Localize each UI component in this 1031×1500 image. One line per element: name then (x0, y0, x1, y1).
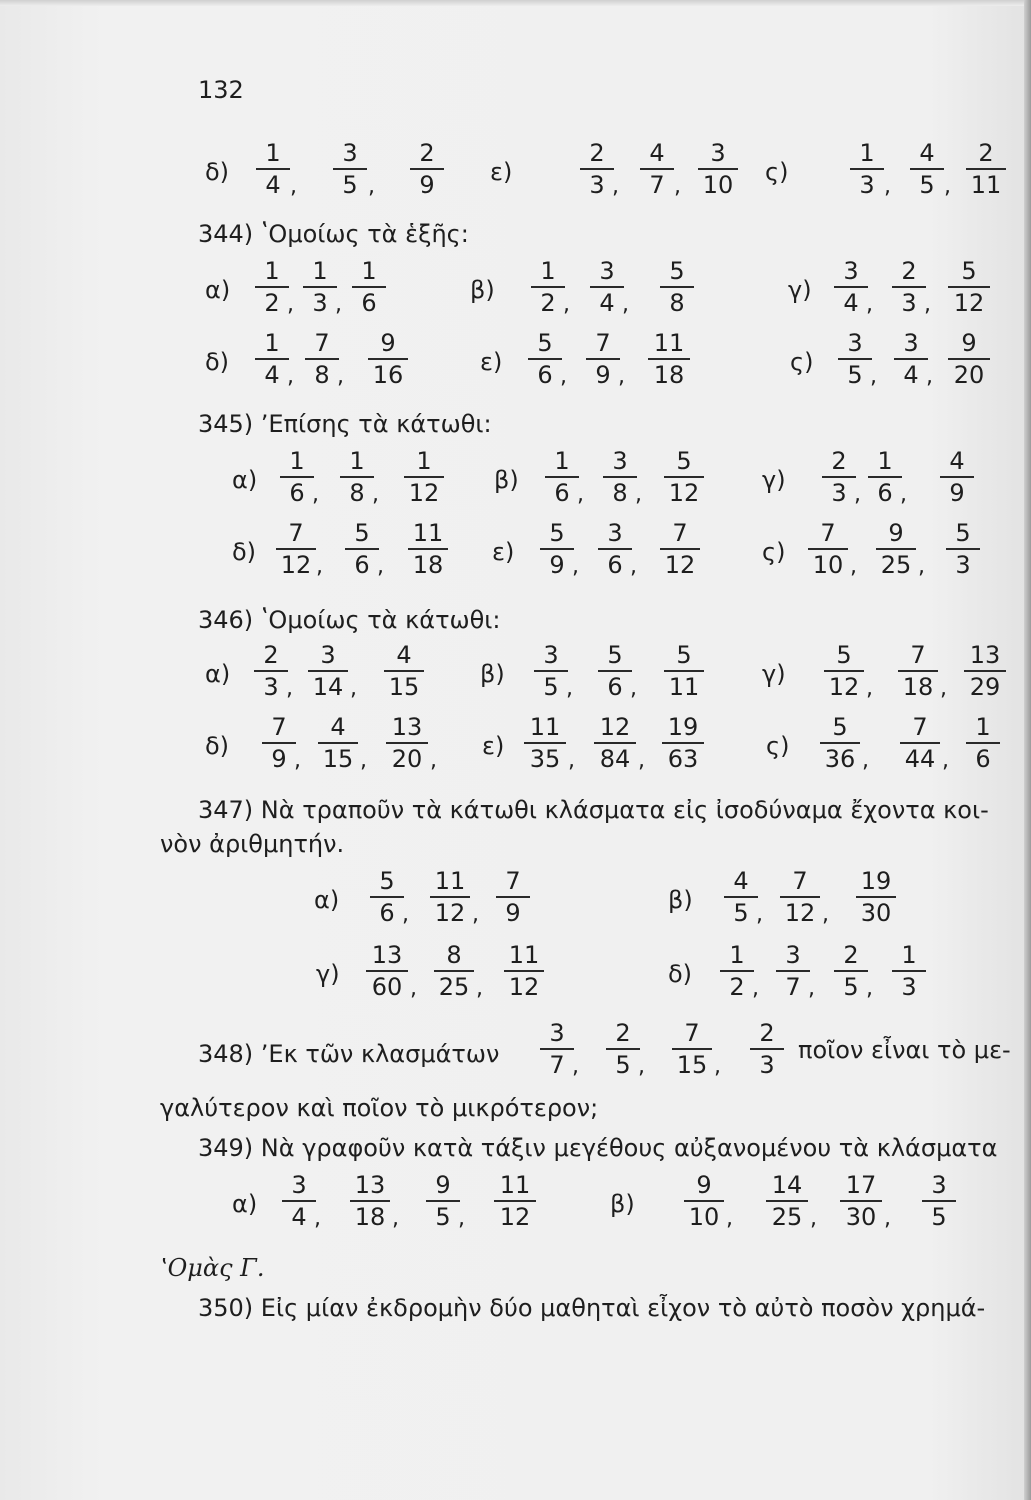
fraction: 1 6 (966, 714, 1000, 772)
fraction: 17 30 (840, 1172, 882, 1230)
fraction: 3 4 (894, 330, 928, 388)
fraction: 5 11 (664, 642, 704, 700)
fraction: 3 7 (776, 942, 810, 1000)
fraction: 7 18 (898, 642, 938, 700)
fraction: 9 5 (426, 1172, 460, 1230)
fraction: 14 25 (766, 1172, 808, 1230)
fraction: 2 11 (966, 140, 1006, 198)
fraction: 3 5 (534, 642, 568, 700)
fraction: 11 12 (430, 868, 470, 926)
fraction: 4 9 (940, 448, 974, 506)
fraction: 3 10 (698, 140, 738, 198)
fraction: 1 2 (255, 258, 289, 316)
exercise-row-346-def: δ) 7 9 , 4 15 , 13 20 , ε) 11 35 , 12 84 , 19 63 ς) 5 36 , 7 44 , 1 6 (0, 714, 1031, 774)
fraction: 19 30 (856, 868, 896, 926)
fraction: 7 44 (900, 714, 940, 772)
fraction: 1 2 (720, 942, 754, 1000)
fraction: 2 3 (892, 258, 926, 316)
exercise-row-346-abc: α) 2 3 , 3 14 , 4 15 β) 3 5 , 5 6 , 5 11 γ) 5 12 , 7 18 , 13 29 (0, 642, 1031, 702)
fraction: 7 9 (586, 330, 620, 388)
fraction: 4 7 (640, 140, 674, 198)
fraction: 2 3 (822, 448, 856, 506)
fraction: 13 29 (964, 642, 1006, 700)
item-label: β) (668, 886, 693, 914)
item-label: α) (205, 660, 231, 688)
item-label: δ) (205, 732, 230, 760)
item-label: δ) (668, 960, 693, 988)
fraction: 3 5 (922, 1172, 956, 1230)
exercise-row-344-def: δ) 1 4 , 7 8 , 9 16 ε) 5 6 , 7 9 , 11 18 ς) 3 5 , 3 4 , 9 20 (0, 330, 1031, 390)
fraction: 2 3 (580, 140, 614, 198)
fraction: 5 3 (946, 520, 980, 578)
fraction: 9 25 (876, 520, 916, 578)
item-label: γ) (762, 660, 786, 688)
exercise-348-heading-end: ποῖον εἶναι τὸ με- (798, 1036, 1011, 1064)
fraction: 1 12 (404, 448, 444, 506)
fraction: 7 12 (276, 520, 316, 578)
fraction: 8 25 (434, 942, 474, 1000)
item-label: ς) (790, 348, 814, 376)
exercise-348-heading: 348) ʼΕκ τῶν κλασμάτων (198, 1040, 500, 1068)
fraction: 9 20 (948, 330, 990, 388)
fraction: 3 4 (834, 258, 868, 316)
fraction: 19 63 (662, 714, 704, 772)
fraction: 7 9 (262, 714, 296, 772)
fraction: 3 8 (603, 448, 637, 506)
page-number: 132 (198, 76, 244, 104)
fraction: 11 18 (648, 330, 690, 388)
fraction: 5 9 (540, 520, 574, 578)
fraction: 1 8 (340, 448, 374, 506)
item-label: δ) (232, 538, 257, 566)
fraction: 11 12 (504, 942, 544, 1000)
fraction: 5 12 (664, 448, 704, 506)
fraction: 5 6 (528, 330, 562, 388)
fraction: 4 15 (384, 642, 424, 700)
fraction: 5 8 (660, 258, 694, 316)
fraction: 13 60 (366, 942, 408, 1000)
fraction: 3 5 (838, 330, 872, 388)
fraction: 2 9 (410, 140, 444, 198)
exercise-row-347-ab: α) 5 6 , 11 12 , 7 9 β) 4 5 , 7 12 , 19 30 (0, 868, 1031, 928)
fraction: 7 10 (808, 520, 848, 578)
fraction: 9 16 (368, 330, 408, 388)
exercise-347-heading-line1: 347) Νὰ τραποῦν τὰ κάτωθι κλάσματα εἰς ἰσοδύναμα ἔχοντα κοι- (198, 796, 989, 824)
item-label: ς) (762, 538, 786, 566)
exercise-345-heading: 345) ʼΕπίσης τὰ κάτωθι: (198, 410, 492, 438)
item-label: ε) (482, 732, 505, 760)
fraction: 11 18 (408, 520, 448, 578)
fraction: 1 6 (280, 448, 314, 506)
fraction: 9 10 (684, 1172, 724, 1230)
item-label: γ) (788, 276, 812, 304)
fraction: 13 20 (386, 714, 428, 772)
fraction: 1 3 (303, 258, 337, 316)
fraction: 1 4 (255, 330, 289, 388)
fraction: 5 12 (948, 258, 990, 316)
fraction: 5 6 (370, 868, 404, 926)
fraction: 4 15 (318, 714, 358, 772)
item-label: α) (205, 276, 231, 304)
fraction: 4 5 (910, 140, 944, 198)
fraction: 1 6 (868, 448, 902, 506)
item-label: ε) (480, 348, 503, 376)
fraction: 1 6 (545, 448, 579, 506)
fraction: 3 14 (308, 642, 348, 700)
exercise-row-343-def: δ) 1 4 , 3 5 , 2 9 ε) 2 3 , 4 7 , 3 10 ς) 1 3 , 4 5 , 2 11 (0, 140, 1031, 200)
fraction: 2 5 (834, 942, 868, 1000)
exercise-row-344-abc: α) 1 2 , 1 3 , 1 6 β) 1 2 , 3 4 , 5 8 γ) 3 4 , 2 3 , 5 12 (0, 258, 1031, 318)
exercise-349-heading: 349) Νὰ γραφοῦν κατὰ τάξιν μεγέθους αὐξανομένου τὰ κλάσματα (198, 1134, 998, 1162)
fraction: 3 7 (540, 1020, 574, 1078)
fraction: 11 35 (524, 714, 566, 772)
fraction: 7 15 (672, 1020, 712, 1078)
item-label: γ) (316, 960, 340, 988)
exercise-344-heading: 344) ʽΟμοίως τὰ ἑξῆς: (198, 220, 469, 248)
fraction: 1 4 (256, 140, 290, 198)
exercise-347-heading-line2: νὸν ἀριθμητήν. (160, 830, 345, 858)
fraction: 1 2 (531, 258, 565, 316)
page-top-edge (0, 0, 1031, 6)
exercise-row-348-fractions: 3 7 , 2 5 , 7 15 , 2 3 (0, 1020, 1031, 1080)
fraction: 7 8 (305, 330, 339, 388)
fraction: 7 12 (660, 520, 700, 578)
item-label: δ) (205, 348, 230, 376)
fraction: 3 6 (598, 520, 632, 578)
fraction: 2 3 (750, 1020, 784, 1078)
item-label: ε) (490, 158, 513, 186)
exercise-row-345-abc: α) 1 6 , 1 8 , 1 12 β) 1 6 , 3 8 , 5 12 γ) 2 3 , 1 6 , 4 9 (0, 448, 1031, 508)
item-label: ς) (766, 732, 790, 760)
fraction: 11 12 (494, 1172, 536, 1230)
exercise-346-heading: 346) ʽΟμοίως τὰ κάτωθι: (198, 606, 501, 634)
fraction: 3 4 (282, 1172, 316, 1230)
item-label: ε) (492, 538, 515, 566)
item-label: α) (232, 1190, 258, 1218)
fraction: 1 6 (352, 258, 386, 316)
fraction: 12 84 (594, 714, 636, 772)
fraction: 2 5 (606, 1020, 640, 1078)
fraction: 5 12 (824, 642, 864, 700)
fraction: 2 3 (254, 642, 288, 700)
exercise-348-heading-line2: γαλύτερον καὶ ποῖον τὸ μικρότερον; (160, 1094, 599, 1122)
fraction: 1 3 (850, 140, 884, 198)
exercise-row-347-cd: γ) 13 60 , 8 25 , 11 12 δ) 1 2 , 3 7 , 2 5 , 1 3 (0, 942, 1031, 1002)
item-label: α) (314, 886, 340, 914)
fraction: 3 5 (333, 140, 367, 198)
exercise-row-345-def: δ) 7 12 , 5 6 , 11 18 ε) 5 9 , 3 6 , 7 12 ς) 7 10 , 9 25 , 5 3 (0, 520, 1031, 580)
fraction: 13 18 (350, 1172, 390, 1230)
item-label: γ) (762, 466, 786, 494)
fraction: 5 6 (598, 642, 632, 700)
exercise-350-heading: 350) Εἰς μίαν ἐκδρομὴν δύο μαθηταὶ εἶχον τὸ αὐτὸ ποσὸν χρημά- (198, 1294, 986, 1322)
item-label: β) (610, 1190, 635, 1218)
item-label: ς) (765, 158, 789, 186)
fraction: 3 4 (590, 258, 624, 316)
fraction: 7 9 (496, 868, 530, 926)
group-title: ʽΟμὰς Γ. (160, 1254, 265, 1282)
item-label: α) (232, 466, 258, 494)
exercise-row-349: α) 3 4 , 13 18 , 9 5 , 11 12 β) 9 10 , 14 25 , 17 30 , 3 5 (0, 1172, 1031, 1232)
fraction: 4 5 (724, 868, 758, 926)
fraction: 7 12 (780, 868, 820, 926)
fraction: 5 6 (345, 520, 379, 578)
item-label: β) (470, 276, 495, 304)
fraction: 5 36 (820, 714, 860, 772)
item-label: β) (480, 660, 505, 688)
fraction: 1 3 (892, 942, 926, 1000)
item-label: δ) (205, 158, 230, 186)
item-label: β) (494, 466, 519, 494)
